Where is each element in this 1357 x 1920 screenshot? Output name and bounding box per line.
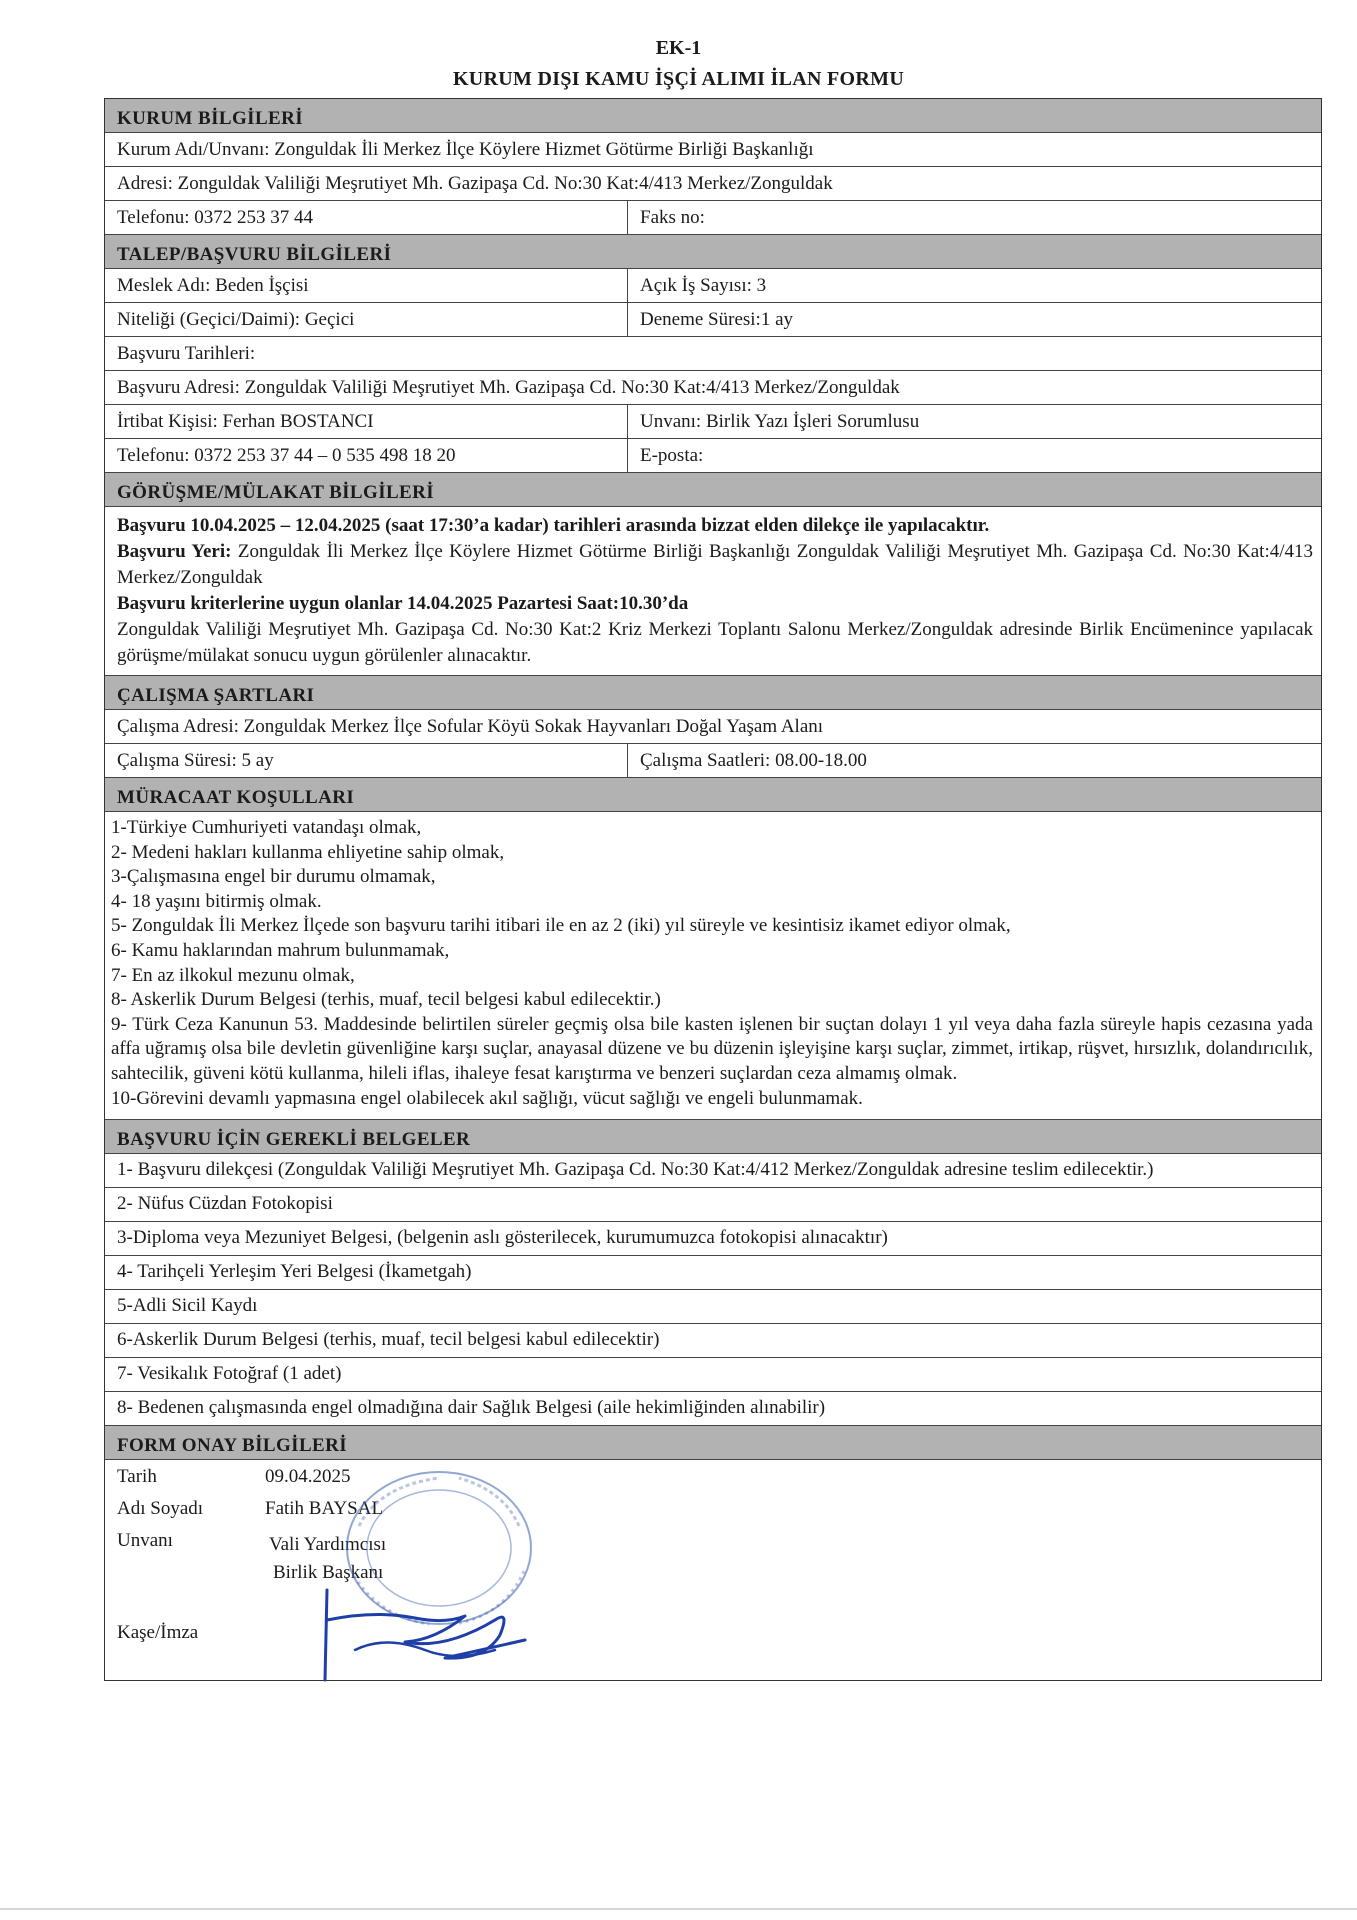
approval-name-label: Adı Soyadı	[117, 1498, 204, 1520]
approval-date-label: Tarih	[117, 1466, 157, 1488]
document-title: KURUM DIŞI KAMU İŞÇİ ALIMI İLAN FORMU	[452, 68, 905, 90]
contact-phone: Telefonu: 0372 253 37 44 – 0 535 498 18 20	[105, 439, 628, 472]
interview-place-label: Başvuru Yeri:	[117, 541, 232, 562]
contact-email: E-posta:	[640, 445, 704, 466]
work-address: Çalışma Adresi: Zonguldak Merkez İlçe Sofular Köyü Sokak Hayvanları Doğal Yaşam Alanı	[117, 716, 824, 737]
document-item: 5-Adli Sicil Kaydı	[105, 1290, 1321, 1324]
approval-signature-label: Kaşe/İmza	[117, 1622, 199, 1644]
request-heading: TALEP/BAŞVURU BİLGİLERİ	[105, 235, 1321, 269]
condition-item: 2- Medeni hakları kullanma ehliyetine sahip olmak,	[111, 841, 505, 863]
document-item: 4- Tarihçeli Yerleşim Yeri Belgesi (İkametgah)	[105, 1256, 1321, 1290]
request-row-phone	[105, 439, 1321, 473]
work-duration: Çalışma Süresi: 5 ay	[105, 744, 628, 777]
document-item: 2- Nüfus Cüzdan Fotokopisi	[105, 1188, 1321, 1222]
institution-address: Adresi: Zonguldak Valiliği Meşrutiyet Mh. Gazipaşa Cd. No:30 Kat:4/413 Merkez/Zonguldak	[117, 173, 833, 194]
annex-label: EK-1	[655, 37, 702, 59]
approval-title-value-1: Vali Yardımcısı	[269, 1534, 387, 1556]
document-header	[0, 36, 1357, 92]
condition-item: 8- Askerlik Durum Belgesi (terhis, muaf, tecil belgesi kabul edilecektir.)	[111, 989, 661, 1011]
trial-period: Deneme Süresi:1 ay	[640, 309, 794, 330]
contact-title: Unvanı: Birlik Yazı İşleri Sorumlusu	[640, 411, 920, 432]
request-row-dates	[105, 337, 1321, 371]
institution-name-row	[105, 133, 1321, 167]
request-row-profession	[105, 269, 1321, 303]
request-row-contact	[105, 405, 1321, 439]
request-row-nature	[105, 303, 1321, 337]
institution-phone: Telefonu: 0372 253 37 44	[105, 201, 628, 234]
conditions-list	[105, 812, 1321, 1120]
condition-item: 9- Türk Ceza Kanunun 53. Maddesinde belirtilen süreler geçmiş olsa bile kasten işlenen bir suçtan dolayı 1 yıl veya daha fazla süreyle hapis cezasına yada affa uğramış olsa bile devletin güvenliğine karşı suçlar, anayasal düzene ve bu düzenin işleyişine karşı suçlar, zimmet, irtikap, rüşvet, hırsızlık, dolandırıcılık, sahtecilik, güveni kötü kullanma, hileli iflas, ihaleye fesat karıştırma ve benzeri suçlardan ceza almamış olmak.	[111, 1013, 1313, 1084]
work-duration-row	[105, 744, 1321, 778]
work-heading: ÇALIŞMA ŞARTLARI	[105, 676, 1321, 710]
institution-heading: KURUM BİLGİLERİ	[105, 99, 1321, 133]
institution-name: Kurum Adı/Unvanı: Zonguldak İli Merkez İlçe Köylere Hizmet Götürme Birliği Başkanlığı	[117, 139, 814, 160]
approval-block	[105, 1460, 1321, 1680]
profession-name: Meslek Adı: Beden İşçisi	[105, 269, 628, 302]
interview-date: Başvuru kriterlerine uygun olanlar 14.04.2025 Pazartesi Saat:10.30’da	[117, 593, 689, 614]
documents-heading: BAŞVURU İÇİN GEREKLİ BELGELER	[105, 1120, 1321, 1154]
document-item: 3-Diploma veya Mezuniyet Belgesi, (belgenin aslı gösterilecek, kurumumuzca fotokopisi alınacaktır)	[105, 1222, 1321, 1256]
signature-icon	[295, 1580, 555, 1690]
condition-item: 3-Çalışmasına engel bir durumu olmamak,	[111, 866, 436, 888]
open-positions: Açık İş Sayısı: 3	[640, 275, 767, 296]
contact-person: İrtibat Kişisi: Ferhan BOSTANCI	[105, 405, 628, 438]
position-nature: Niteliği (Geçici/Daimi): Geçici	[105, 303, 628, 336]
interview-place	[117, 539, 1313, 591]
approval-date-value: 09.04.2025	[265, 1466, 351, 1488]
document-item: 7- Vesikalık Fotoğraf (1 adet)	[105, 1358, 1321, 1392]
interview-application-dates: Başvuru 10.04.2025 – 12.04.2025 (saat 17:30’a kadar) tarihleri arasında bizzat elden dilekçe ile yapılacaktır.	[117, 515, 990, 536]
interview-heading: GÖRÜŞME/MÜLAKAT BİLGİLERİ	[105, 473, 1321, 507]
document-item: 8- Bedenen çalışmasında engel olmadığına dair Sağlık Belgesi (aile hekimliğinden alınabilir)	[105, 1392, 1321, 1426]
work-hours: Çalışma Saatleri: 08.00-18.00	[640, 750, 867, 771]
condition-item: 1-Türkiye Cumhuriyeti vatandaşı olmak,	[111, 817, 422, 838]
conditions-heading: MÜRACAAT KOŞULLARI	[105, 778, 1321, 812]
condition-item: 6- Kamu haklarından mahrum bulunmamak,	[111, 939, 450, 961]
institution-contact-row	[105, 201, 1321, 235]
page-bottom-edge	[0, 1908, 1357, 1910]
institution-fax: Faks no:	[640, 207, 705, 228]
application-dates: Başvuru Tarihleri:	[117, 343, 256, 364]
application-address: Başvuru Adresi: Zonguldak Valiliği Meşrutiyet Mh. Gazipaşa Cd. No:30 Kat:4/413 Merkez/Zonguldak	[117, 377, 900, 398]
institution-address-row	[105, 167, 1321, 201]
interview-location: Zonguldak Valiliği Meşrutiyet Mh. Gazipaşa Cd. No:30 Kat:2 Kriz Merkezi Toplantı Salonu Merkez/Zonguldak adresinde Birlik Encümenince yapılacak görüşme/mülakat sonucu uygun görülenler alınacaktır.	[117, 619, 1313, 666]
interview-info	[105, 507, 1321, 676]
condition-item: 7- En az ilkokul mezunu olmak,	[111, 964, 355, 986]
request-row-address	[105, 371, 1321, 405]
approval-title-label: Unvanı	[117, 1530, 173, 1552]
condition-item: 4- 18 yaşını bitirmiş olmak.	[111, 890, 322, 912]
approval-name-value: Fatih BAYSAL	[265, 1498, 384, 1520]
document-item: 6-Askerlik Durum Belgesi (terhis, muaf, tecil belgesi kabul edilecektir)	[105, 1324, 1321, 1358]
condition-item: 5- Zonguldak İli Merkez İlçede son başvuru tarihi itibari ile en az 2 (iki) yıl süreyle ve kesintisiz ikamet ediyor olmak,	[111, 915, 1011, 937]
condition-item: 10-Görevini devamlı yapmasına engel olabilecek akıl sağlığı, vücut sağlığı ve engeli bulunmamak.	[111, 1087, 863, 1109]
document-item: 1- Başvuru dilekçesi (Zonguldak Valiliği Meşrutiyet Mh. Gazipaşa Cd. No:30 Kat:4/412 Merkez/Zonguldak adresine teslim edilecektir.)	[105, 1154, 1321, 1188]
approval-heading: FORM ONAY BİLGİLERİ	[105, 1426, 1321, 1460]
approval-title-value-2: Birlik Başkanı	[273, 1562, 384, 1584]
interview-place-text: Zonguldak İli Merkez İlçe Köylere Hizmet Götürme Birliği Başkanlığı Zonguldak Valiliği Meşrutiyet Mh. Gazipaşa Cd. No:30 Kat:4/413 Merkez/Zonguldak	[117, 541, 1313, 588]
announcement-form	[104, 98, 1322, 1681]
work-address-row	[105, 710, 1321, 744]
